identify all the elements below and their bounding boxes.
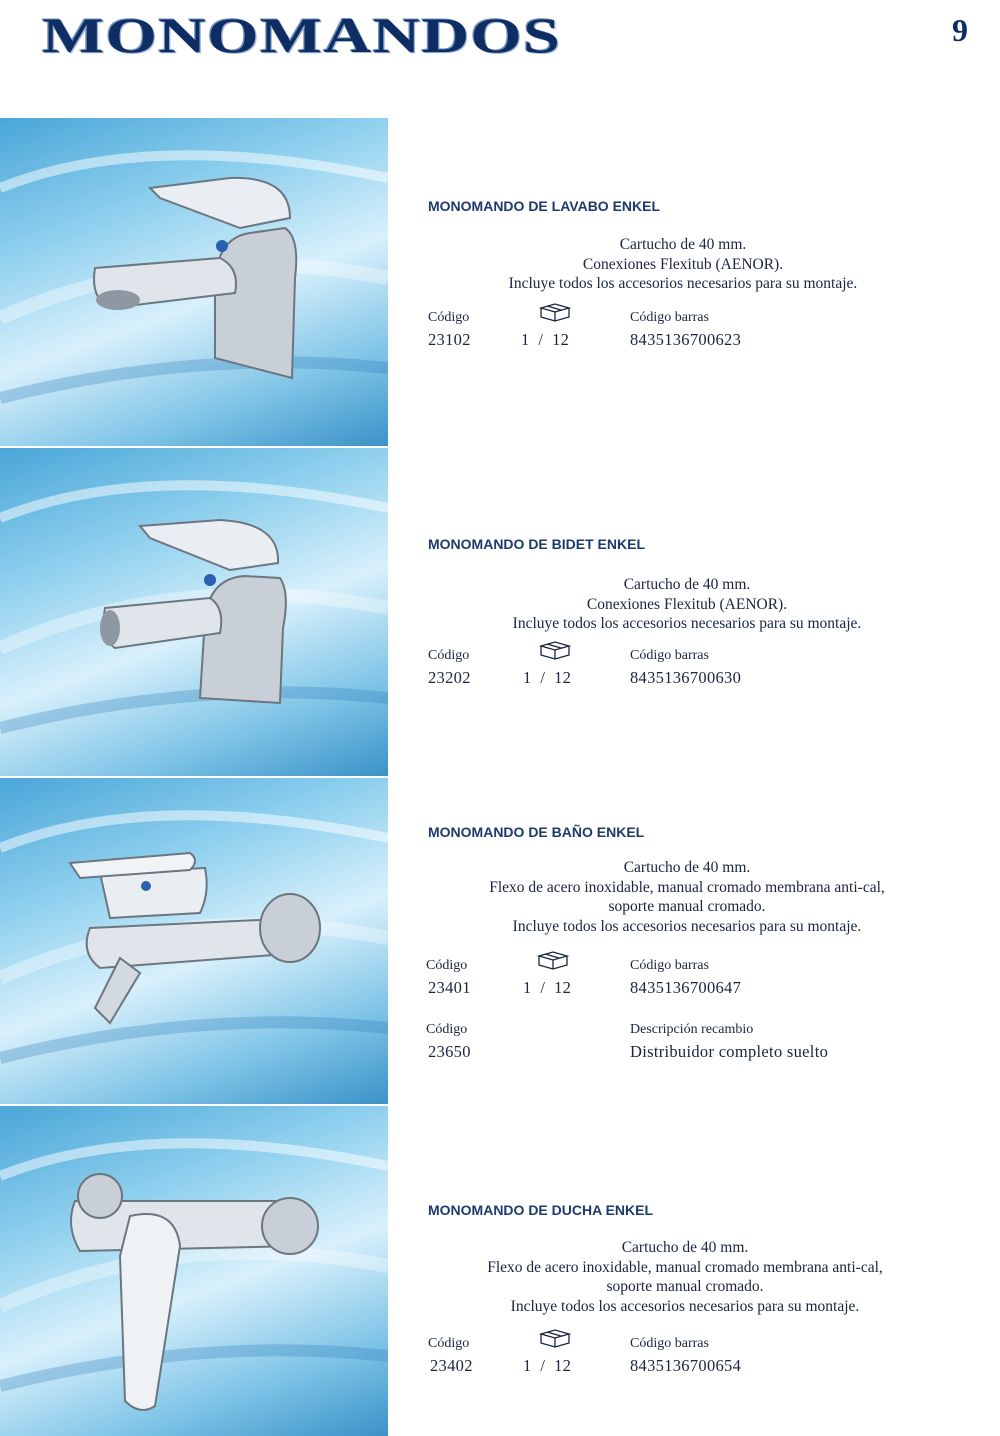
box-icon	[539, 302, 571, 322]
packaging-units: 1 / 12	[523, 668, 572, 687]
product-title: MONOMANDO DE LAVABO ENKEL	[428, 198, 661, 214]
product-photo-lavabo	[0, 118, 388, 446]
description-line: Flexo de acero inoxidable, manual cromado membrana anti-cal,	[487, 1258, 883, 1276]
box-icon	[539, 640, 571, 660]
box-icon	[539, 1328, 571, 1348]
product-bidet	[428, 536, 928, 696]
barcode-value: 8435136700630	[630, 668, 742, 687]
barcode-label: Código barras	[630, 1336, 709, 1351]
product-code: 23202	[428, 668, 471, 687]
box-icon	[537, 950, 569, 970]
product-lavabo	[428, 198, 928, 358]
product-description	[432, 858, 942, 936]
description-line: soporte manual cromado.	[606, 1278, 764, 1295]
packaging-units: 1 / 12	[523, 1356, 572, 1375]
description-line: Incluye todos los accesorios necesarios para su montaje.	[508, 275, 858, 292]
spare-description-label: Descripción recambio	[630, 1022, 754, 1037]
product-photo-bidet	[0, 448, 388, 776]
spare-description: Distribuidor completo suelto	[630, 1042, 829, 1061]
description-line: Incluye todos los accesorios necesarios para su montaje.	[512, 615, 862, 632]
code-label: Código	[428, 1336, 470, 1351]
product-description	[430, 1238, 940, 1316]
barcode-label: Código barras	[630, 310, 709, 325]
packaging-units: 1 / 12	[523, 978, 572, 997]
packaging-units: 1 / 12	[521, 330, 570, 349]
description-line: Flexo de acero inoxidable, manual cromado membrana anti-cal,	[489, 878, 885, 896]
description-line: Cartucho de 40 mm.	[621, 1239, 749, 1256]
product-photo-bano	[0, 778, 388, 1104]
code-label: Código	[428, 648, 470, 663]
description-line: Cartucho de 40 mm.	[619, 236, 747, 253]
product-title: MONOMANDO DE BAÑO ENKEL	[428, 824, 645, 840]
product-ducha	[428, 1202, 928, 1382]
spare-code-label: Código	[426, 1022, 468, 1037]
product-bano	[428, 824, 928, 1074]
product-description	[432, 575, 942, 634]
code-label: Código	[428, 310, 470, 325]
code-label: Código	[426, 958, 468, 973]
description-line: Conexiones Flexitub (AENOR).	[582, 255, 784, 273]
description-line: Incluye todos los accesorios necesarios para su montaje.	[512, 917, 862, 935]
product-code: 23102	[428, 330, 471, 349]
description-line: soporte manual cromado.	[608, 898, 766, 915]
product-photo-ducha	[0, 1106, 388, 1436]
product-title: MONOMANDO DE BIDET ENKEL	[428, 536, 645, 552]
barcode-label: Código barras	[630, 648, 709, 663]
barcode-value: 8435136700647	[630, 978, 742, 997]
spare-code: 23650	[428, 1042, 471, 1061]
page-title: MONOMANDOS	[42, 7, 562, 63]
barcode-value: 8435136700654	[630, 1356, 742, 1375]
page-number: 9	[952, 12, 968, 48]
product-code: 23402	[430, 1356, 473, 1375]
barcode-label: Código barras	[630, 958, 709, 973]
product-title: MONOMANDO DE DUCHA ENKEL	[428, 1202, 654, 1218]
product-description	[428, 235, 938, 294]
description-line: Cartucho de 40 mm.	[623, 859, 751, 876]
product-code: 23401	[428, 978, 471, 997]
description-line: Cartucho de 40 mm.	[623, 576, 751, 593]
description-line: Incluye todos los accesorios necesarios para su montaje.	[510, 1297, 860, 1315]
description-line: Conexiones Flexitub (AENOR).	[586, 595, 788, 613]
barcode-value: 8435136700623	[630, 330, 742, 349]
